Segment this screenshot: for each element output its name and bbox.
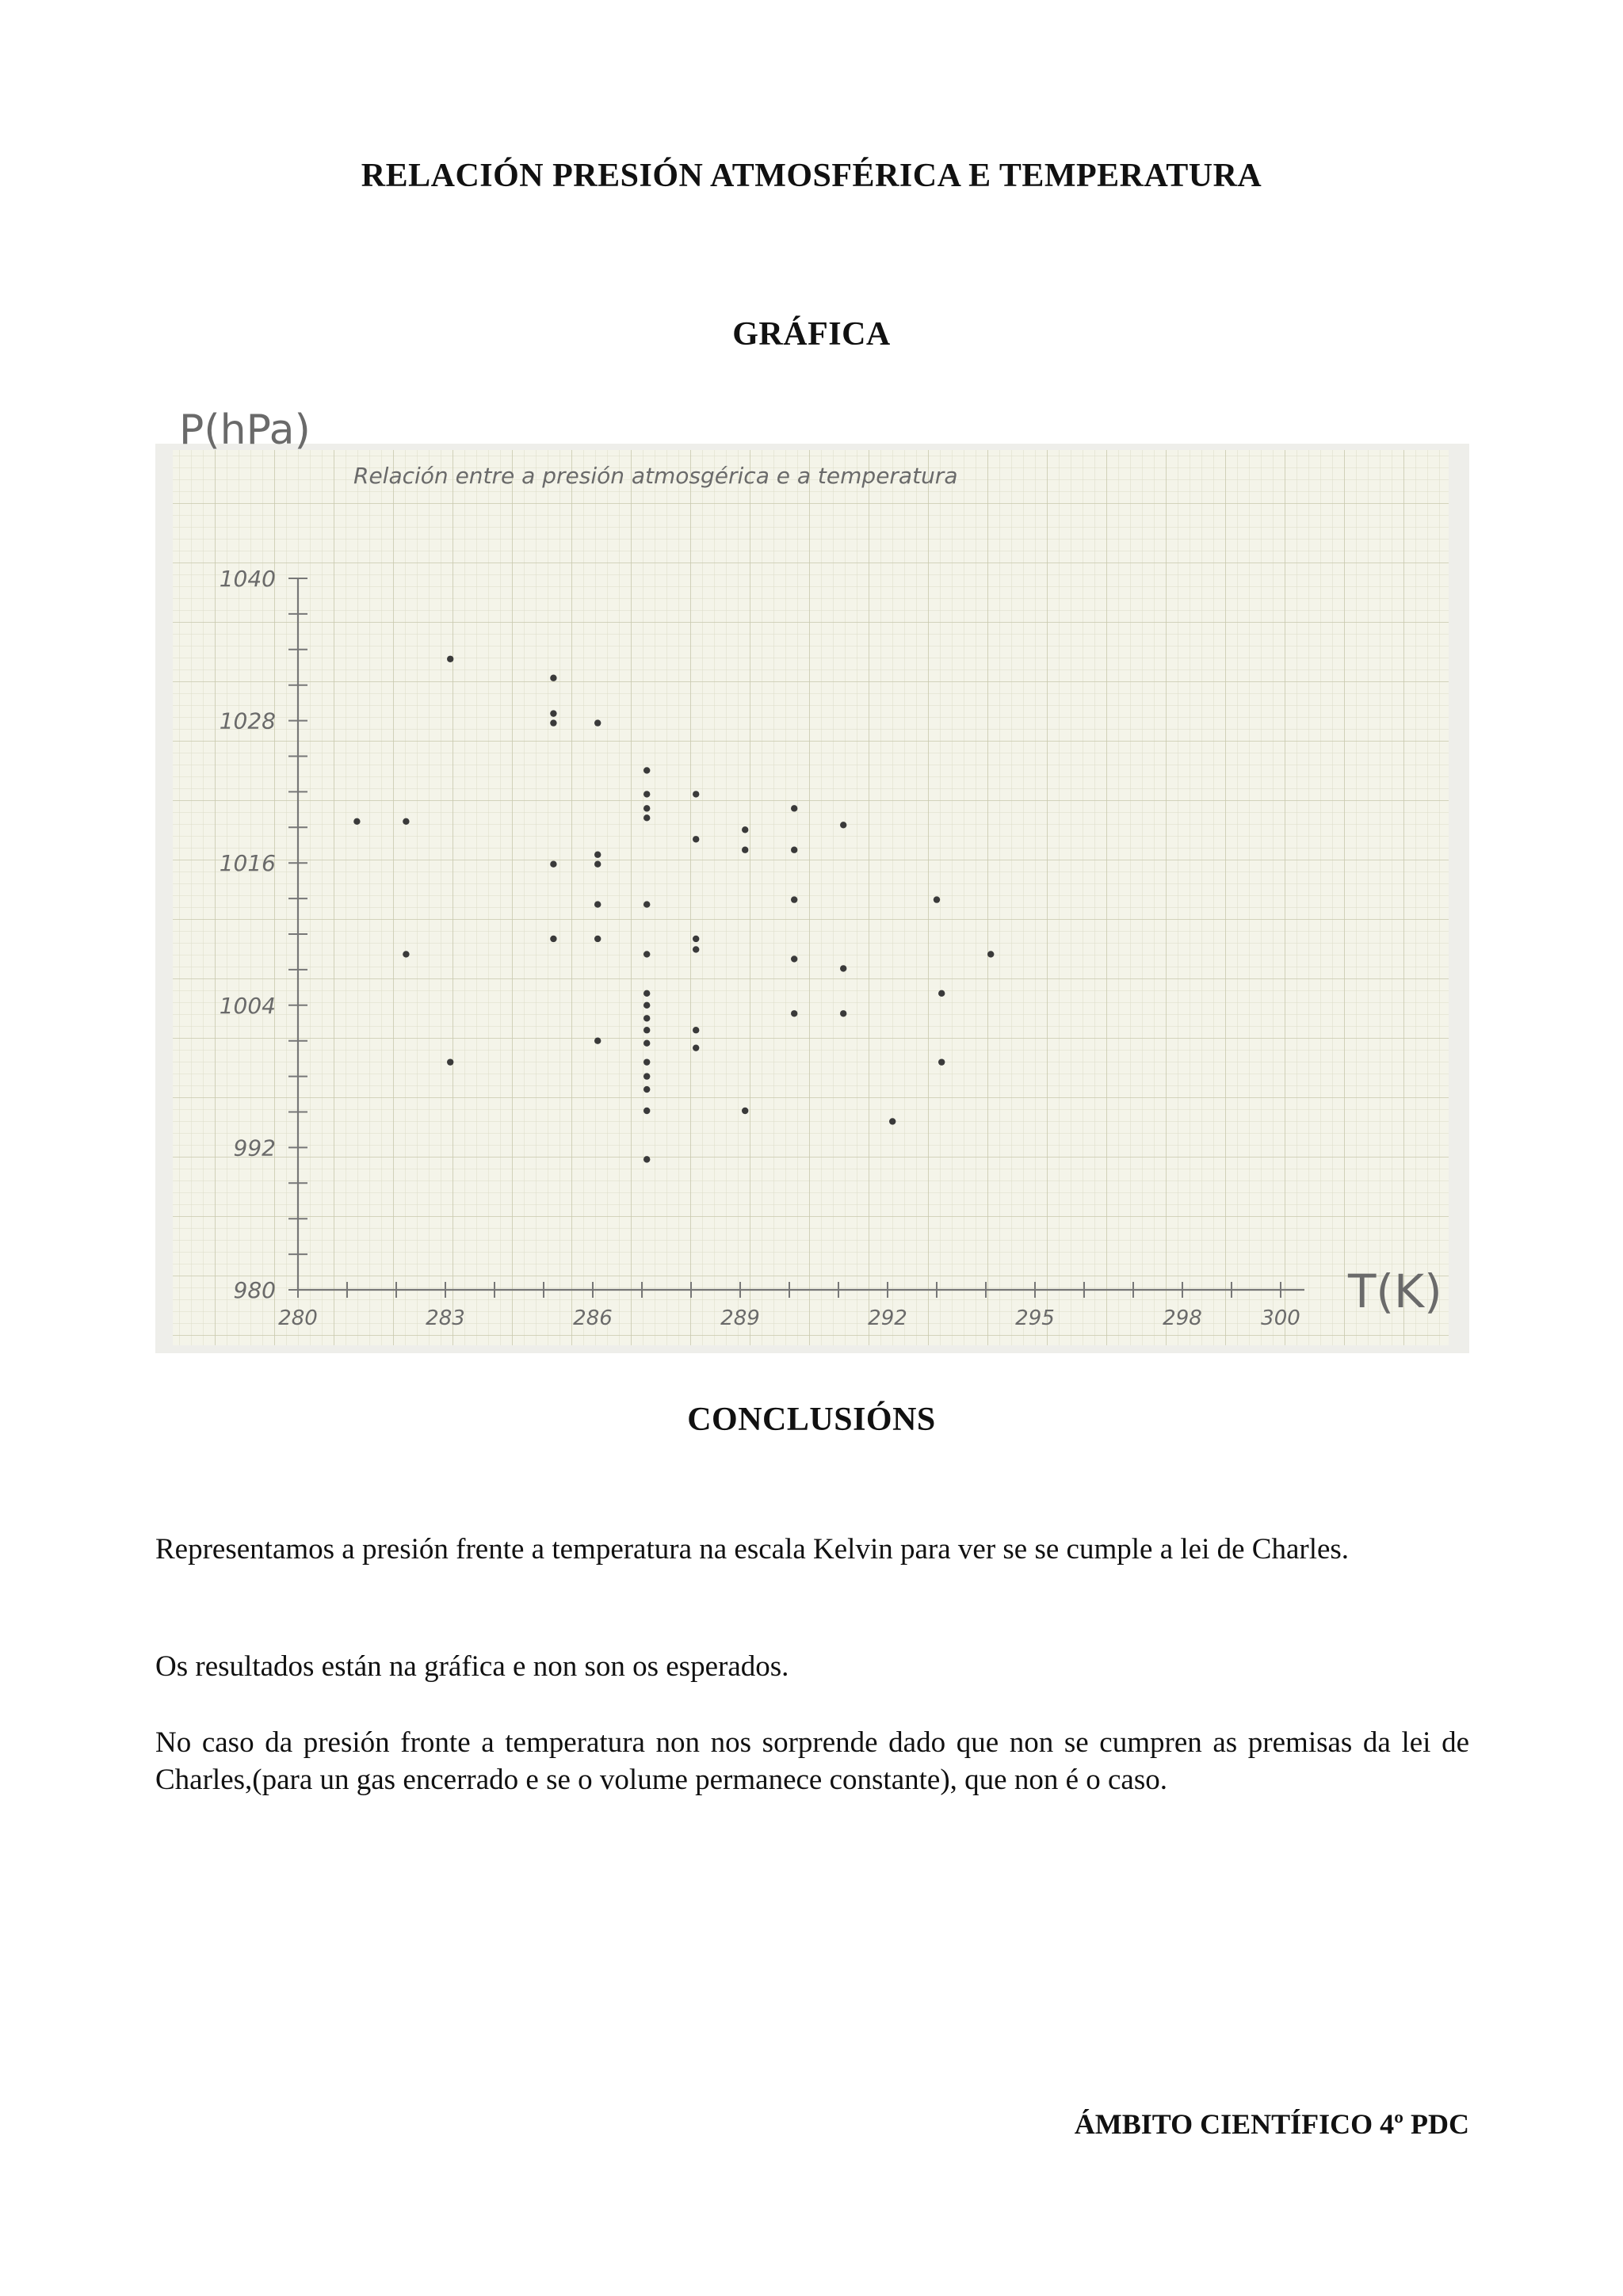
data-point bbox=[791, 1010, 797, 1016]
data-point bbox=[643, 990, 650, 997]
data-point bbox=[403, 818, 409, 825]
data-point bbox=[938, 1058, 945, 1065]
x-tick-label: 295 bbox=[1015, 1306, 1055, 1330]
data-point bbox=[643, 1002, 650, 1009]
document-title: RELACIÓN PRESIÓN ATMOSFÉRICA E TEMPERATURA bbox=[361, 158, 1262, 194]
data-point bbox=[643, 1108, 650, 1114]
x-tick-label: 300 bbox=[1261, 1306, 1300, 1330]
chart-title: Relación entre a presión atmosgérica e a temperatura bbox=[353, 463, 958, 489]
data-point bbox=[594, 860, 601, 867]
data-point bbox=[447, 1058, 453, 1065]
conclusion-paragraph-3: No caso da presión fronte a temperatura non nos sorprende dado que non se cumpren as premisas da lei de Charles,(para un gas encerrado e se o volume permanece constante), que non é o caso. bbox=[155, 1726, 1469, 1796]
data-point bbox=[791, 805, 797, 811]
data-point bbox=[791, 955, 797, 962]
data-point bbox=[693, 936, 699, 942]
data-point bbox=[840, 1010, 846, 1016]
data-point bbox=[742, 1108, 748, 1114]
scatter-chart bbox=[155, 406, 1469, 1353]
data-point bbox=[643, 1015, 650, 1021]
y-tick-label: 980 bbox=[233, 1277, 276, 1303]
data-point bbox=[643, 1058, 650, 1065]
y-tick-label: 992 bbox=[233, 1135, 276, 1161]
data-point bbox=[934, 896, 940, 902]
data-point bbox=[840, 965, 846, 971]
data-point bbox=[594, 901, 601, 907]
data-point bbox=[742, 847, 748, 853]
data-point bbox=[594, 936, 601, 942]
data-point bbox=[693, 1027, 699, 1033]
data-point bbox=[550, 936, 556, 942]
data-point bbox=[840, 822, 846, 828]
data-point bbox=[550, 675, 556, 681]
data-point bbox=[643, 1027, 650, 1033]
data-point bbox=[643, 901, 650, 907]
data-point bbox=[550, 860, 556, 867]
data-point bbox=[594, 852, 601, 858]
footer-course-label: ÁMBITO CIENTÍFICO 4º PDC bbox=[1074, 2108, 1469, 2140]
x-axis-label: T(K) bbox=[1348, 1264, 1442, 1318]
x-tick-label: 283 bbox=[426, 1306, 465, 1330]
x-tick-label: 280 bbox=[278, 1306, 318, 1330]
y-tick-label: 1028 bbox=[219, 707, 276, 734]
data-point bbox=[938, 990, 945, 997]
data-point bbox=[791, 847, 797, 853]
data-point bbox=[643, 1156, 650, 1162]
data-point bbox=[643, 805, 650, 811]
data-point bbox=[550, 710, 556, 716]
data-point bbox=[643, 1086, 650, 1093]
data-point bbox=[447, 656, 453, 662]
data-point bbox=[403, 951, 409, 957]
data-point bbox=[693, 946, 699, 952]
data-point bbox=[889, 1118, 896, 1124]
data-point bbox=[594, 719, 601, 726]
chart-photo bbox=[155, 406, 1469, 1353]
data-point bbox=[693, 836, 699, 842]
data-point bbox=[693, 1044, 699, 1051]
x-tick-label: 289 bbox=[720, 1306, 760, 1330]
data-point bbox=[353, 818, 360, 825]
data-point bbox=[550, 719, 556, 726]
x-tick-label: 286 bbox=[573, 1306, 613, 1330]
data-point bbox=[643, 1039, 650, 1046]
data-point bbox=[742, 826, 748, 833]
data-point bbox=[693, 791, 699, 797]
y-tick-label: 1016 bbox=[219, 850, 276, 877]
conclusion-paragraph-1: Representamos a presión frente a temperatura na escala Kelvin para ver se se cumple a lei de Charles. bbox=[155, 1533, 1350, 1566]
data-point bbox=[594, 1038, 601, 1044]
section-heading-grafica: GRÁFICA bbox=[732, 316, 891, 353]
x-tick-label: 298 bbox=[1163, 1306, 1202, 1330]
section-heading-conclusions: CONCLUSIÓNS bbox=[687, 1402, 936, 1438]
y-tick-label: 1004 bbox=[219, 992, 276, 1019]
y-tick-label: 1040 bbox=[219, 566, 276, 592]
y-axis-label: P(hPa) bbox=[179, 406, 311, 454]
data-point bbox=[643, 1073, 650, 1079]
conclusion-paragraph-2: Os resultados están na gráfica e non son os esperados. bbox=[155, 1650, 789, 1683]
data-point bbox=[643, 791, 650, 797]
data-point bbox=[643, 767, 650, 773]
x-tick-label: 292 bbox=[868, 1306, 907, 1330]
data-point bbox=[643, 951, 650, 957]
data-point bbox=[987, 951, 994, 957]
data-point bbox=[643, 814, 650, 821]
data-point bbox=[791, 896, 797, 902]
